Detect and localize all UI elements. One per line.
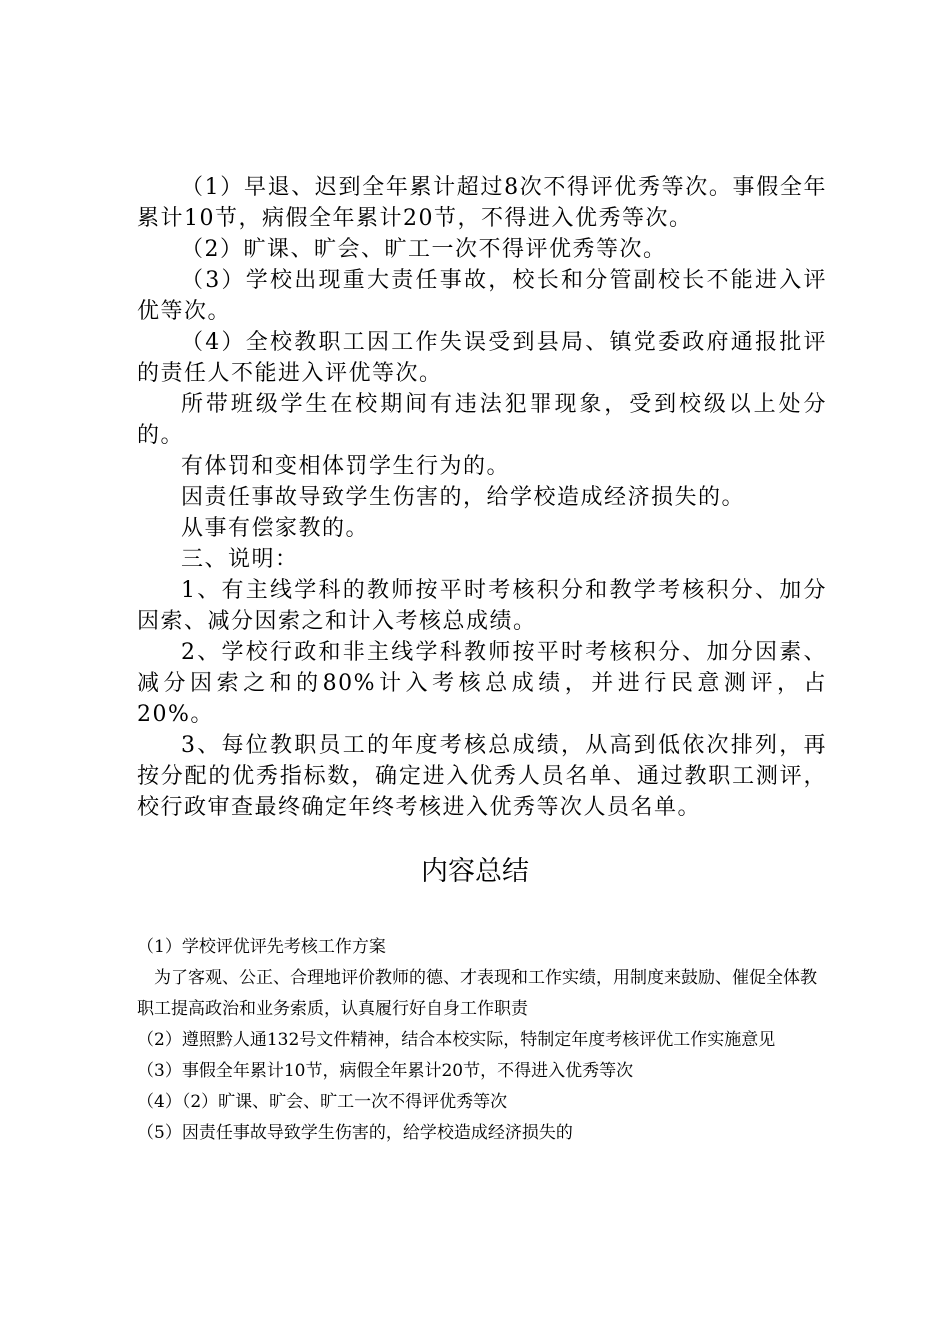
paragraph-8: 从事有偿家教的。: [181, 516, 370, 541]
summary-line-6: （5）因责任事故导致学生伤害的，给学校造成经济损失的: [137, 1123, 573, 1143]
paragraph-7: 因责任事故导致学生伤害的，给学校造成经济损失的。: [181, 485, 746, 510]
summary-section: [137, 932, 827, 1149]
paragraph-6: 有体罚和变相体罚学生行为的。: [181, 454, 511, 479]
summary-line-4: （3）事假全年累计10节，病假全年累计20节，不得进入优秀等次: [137, 1061, 634, 1081]
paragraph-12: 3、每位教职员工的年度考核总成绩，从高到低依次排列，再按分配的优秀指标数，确定进入优秀人员名单、通过教职工测评，校行政审查最终确定年终考核进入优秀等次人员名单。: [137, 733, 827, 820]
summary-line-5: （4）（2）旷课、旷会、旷工一次不得评优秀等次: [137, 1092, 508, 1112]
body-text: [137, 172, 827, 823]
summary-title: 内容总结: [421, 856, 529, 887]
paragraph-1: （1）早退、迟到全年累计超过8次不得评优秀等次。事假全年累计10节，病假全年累计20节，不得进入优秀等次。: [137, 175, 827, 231]
paragraph-10: 1、有主线学科的教师按平时考核积分和教学考核积分、加分因索、减分因索之和计入考核总成绩。: [137, 578, 827, 634]
paragraph-11: 2、学校行政和非主线学科教师按平时考核积分、加分因素、减分因索之和的80%计入考核总成绩，并进行民意测评，占20%。: [137, 640, 827, 727]
paragraph-5: 所带班级学生在校期间有违法犯罪现象，受到校级以上处分的。: [137, 392, 827, 448]
section-heading-explanation: 三、说明：: [181, 547, 299, 572]
paragraph-4: （4）全校教职工因工作失误受到县局、镇党委政府通报批评的责任人不能进入评优等次。: [137, 330, 827, 386]
summary-line-2: 为了客观、公正、合理地评价教师的德、才表现和工作实绩，用制度来鼓励、催促全体教职工提高政治和业务索质，认真履行好自身工作职责: [137, 968, 817, 1019]
paragraph-3: （3）学校出现重大责任事故，校长和分管副校长不能进入评优等次。: [137, 268, 827, 324]
paragraph-2: （2）旷课、旷会、旷工一次不得评优秀等次。: [181, 237, 667, 262]
summary-line-1: （1）学校评优评先考核工作方案: [137, 937, 386, 957]
summary-line-3: （2）遵照黔人通132号文件精神，结合本校实际，特制定年度考核评优工作实施意见: [137, 1030, 776, 1050]
